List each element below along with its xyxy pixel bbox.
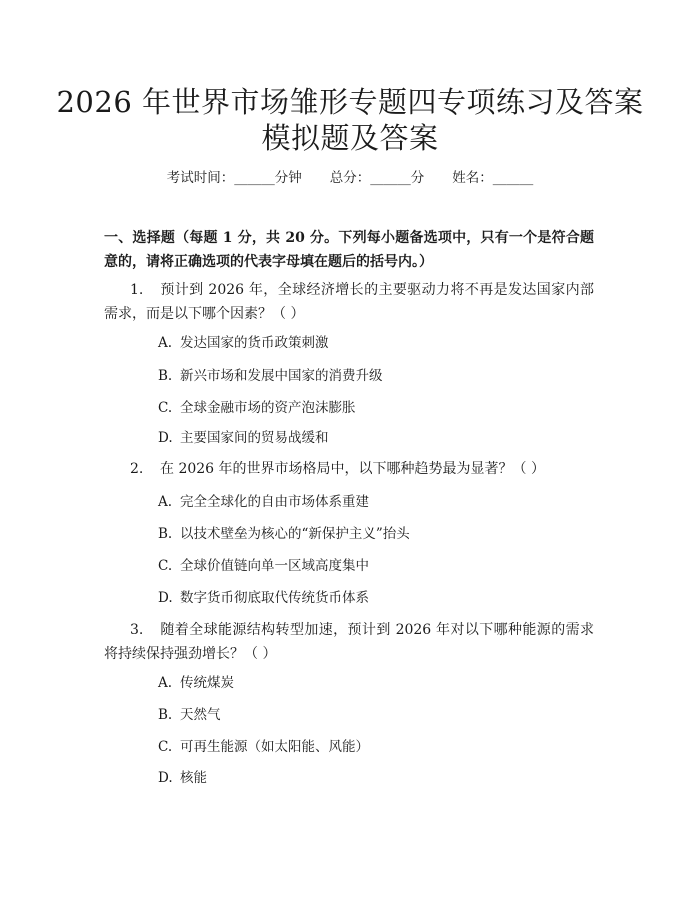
time-blank: ______ (234, 170, 275, 186)
option-text: 以技术壁垒为核心的“新保护主义”抬头 (180, 526, 410, 542)
exam-info-line (0, 168, 700, 188)
option-1c (158, 398, 356, 418)
option-text: 完全全球化的自由市场体系重建 (180, 494, 369, 510)
question-text: 在 2026 年的世界市场格局中，以下哪种趋势最为显著？（ ） (160, 461, 545, 477)
question-text: 预计到 2026 年，全球经济增长的主要驱动力将不再是发达国家内部需求，而是以下哪个因素？（ ） (104, 282, 594, 322)
option-text: 可再生能源（如太阳能、风能） (180, 739, 369, 755)
option-text: 数字货币彻底取代传统货币体系 (180, 590, 369, 606)
option-letter: C. (158, 400, 173, 416)
document-subtitle: 模拟题及答案 (261, 121, 439, 155)
option-text: 天然气 (180, 707, 221, 723)
option-1a (158, 333, 329, 353)
option-letter: B. (158, 707, 173, 723)
question-2 (104, 457, 594, 481)
option-text: 主要国家间的贸易战缓和 (180, 430, 329, 446)
name-label: 姓名： (452, 170, 493, 186)
option-text: 全球价值链向单一区域高度集中 (180, 558, 369, 574)
question-3 (104, 618, 594, 666)
section-heading: 一、选择题（每题 1 分，共 20 分。下列每小题备选项中，只有一个是符合题意的，请将正确选项的代表字母填在题后的括号内。） (104, 230, 594, 270)
option-letter: C. (158, 739, 173, 755)
score-label: 总分： (329, 170, 371, 186)
option-letter: C. (158, 558, 173, 574)
option-3b (158, 705, 221, 725)
question-1 (104, 278, 594, 326)
option-3c (158, 737, 369, 757)
option-1b (158, 366, 383, 386)
option-letter: D. (158, 430, 173, 446)
option-text: 传统煤炭 (180, 675, 234, 691)
option-letter: A. (158, 675, 173, 691)
option-letter: A. (158, 494, 173, 510)
question-number: 3. (130, 622, 144, 638)
option-text: 新兴市场和发展中国家的消费升级 (180, 368, 383, 384)
option-1d (158, 428, 329, 448)
option-2d (158, 588, 369, 608)
document-title: 2026 年世界市场雏形专题四专项练习及答案 (56, 85, 644, 119)
name-blank: ______ (492, 170, 534, 186)
question-text: 随着全球能源结构转型加速，预计到 2026 年对以下哪种能源的需求将持续保持强劲增长？（ ） (104, 622, 594, 662)
option-2a (158, 492, 369, 512)
time-label: 考试时间： (166, 170, 235, 186)
option-letter: B. (158, 368, 173, 384)
option-3a (158, 673, 234, 693)
option-2c (158, 556, 369, 576)
option-letter: A. (158, 335, 173, 351)
question-number: 2. (130, 461, 144, 477)
option-letter: D. (158, 590, 173, 606)
time-unit: 分钟 (274, 170, 302, 186)
option-3d (158, 768, 207, 788)
question-number: 1. (130, 282, 144, 298)
option-2b (158, 524, 410, 544)
score-blank: ______ (370, 170, 411, 186)
option-text: 核能 (180, 770, 207, 786)
option-text: 全球金融市场的资产泡沫膨胀 (180, 400, 356, 416)
option-text: 发达国家的货币政策刺激 (180, 335, 329, 351)
score-unit: 分 (410, 170, 425, 186)
option-letter: D. (158, 770, 173, 786)
option-letter: B. (158, 526, 173, 542)
